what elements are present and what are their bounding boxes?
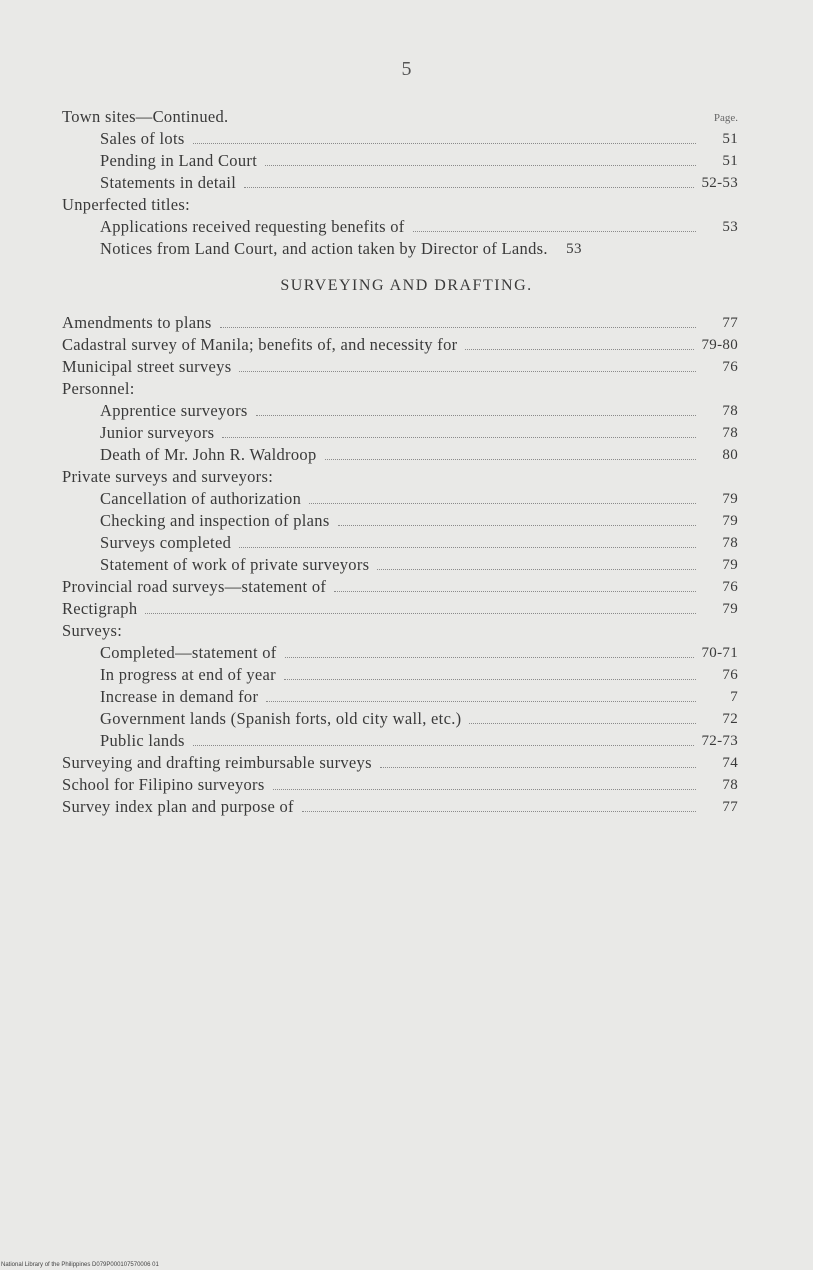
entry-label: Cadastral survey of Manila; benefits of, and necessity for (62, 335, 458, 354)
entry-label: Amendments to plans (62, 313, 212, 332)
entry-page: 79-80 (701, 337, 738, 353)
entry-label: Pending in Land Court (100, 151, 258, 170)
leader-dots (285, 657, 694, 658)
entry-page: 79 (722, 557, 738, 573)
index-entry (62, 774, 738, 796)
entry-page: 51 (722, 153, 738, 169)
section-heading: SURVEYING AND DRAFTING. (280, 277, 533, 294)
leader-dots (222, 437, 696, 438)
index-entry (62, 106, 738, 128)
entry-label: Public lands (100, 731, 185, 750)
leader-dots (239, 371, 696, 372)
index-entry (62, 312, 738, 334)
entry-page: 78 (722, 777, 738, 793)
leader-dots (338, 525, 696, 526)
index-entry (62, 466, 738, 488)
index-entry (100, 708, 738, 730)
index-entry (62, 598, 738, 620)
leader-dots (239, 547, 696, 548)
leader-dots (273, 789, 696, 790)
index-entry (100, 128, 738, 150)
entry-label: Provincial road surveys—statement of (62, 577, 327, 596)
entry-page: 80 (722, 447, 738, 463)
entry-label: Personnel: (62, 379, 135, 398)
footer-text: National Library of the Philippines D079P000107570006 01 (1, 1262, 159, 1268)
leader-dots (220, 327, 696, 328)
entry-label: Town sites—Continued. (62, 107, 229, 126)
entry-page: 76 (722, 579, 738, 595)
leader-dots (465, 349, 693, 350)
index-entry (62, 334, 738, 356)
index-entry (62, 620, 738, 642)
entry-page: 51 (722, 131, 738, 147)
entry-label: Rectigraph (62, 599, 138, 618)
entry-page: 79 (722, 513, 738, 529)
index-entry (100, 172, 738, 194)
entry-page: 79 (722, 491, 738, 507)
leader-dots (193, 745, 694, 746)
leader-dots (469, 723, 696, 724)
index-entry (100, 510, 738, 532)
entry-label: Survey index plan and purpose of (62, 797, 294, 816)
leader-dots (413, 231, 696, 232)
entry-label: Surveys: (62, 621, 123, 640)
entry-label: Municipal street surveys (62, 357, 232, 376)
entry-page: 70-71 (701, 645, 738, 661)
entry-page: 76 (722, 667, 738, 683)
entry-label: Death of Mr. John R. Waldroop (100, 445, 317, 464)
entry-label: Apprentice surveyors (100, 401, 248, 420)
entry-label: Statement of work of private surveyors (100, 555, 370, 574)
entry-page: 53 (566, 241, 582, 257)
entry-page: 78 (722, 425, 738, 441)
entry-page: 78 (722, 403, 738, 419)
entry-page: 79 (722, 601, 738, 617)
entry-label: In progress at end of year (100, 665, 276, 684)
index-entry (100, 400, 738, 422)
entry-page: 7 (730, 689, 738, 705)
index-entry (62, 194, 738, 216)
entry-page: 72 (722, 711, 738, 727)
leader-dots (145, 613, 696, 614)
entry-label: Surveying and drafting reimbursable surveys (62, 753, 372, 772)
entry-label: Completed—statement of (100, 643, 277, 662)
leader-dots (244, 187, 693, 188)
leader-dots (380, 767, 696, 768)
index-entry (100, 686, 738, 708)
index-entry (100, 422, 738, 444)
index-entry (62, 576, 738, 598)
entry-page: 53 (722, 219, 738, 235)
leader-dots (309, 503, 696, 504)
entry-label: Statements in detail (100, 173, 237, 192)
entry-label: Junior surveyors (100, 423, 215, 442)
index-entry (100, 554, 738, 576)
index-entry (100, 150, 738, 172)
entry-label: Cancellation of authorization (100, 489, 302, 508)
entry-label: Checking and inspection of plans (100, 511, 330, 530)
entry-label: Increase in demand for (100, 687, 259, 706)
entry-page: 77 (722, 315, 738, 331)
leader-dots (256, 415, 696, 416)
entry-label: Government lands (Spanish forts, old city wall, etc.) (100, 709, 462, 728)
entry-label: Private surveys and surveyors: (62, 467, 274, 486)
index-entry (62, 356, 738, 378)
index-entry (62, 378, 738, 400)
entry-label: Sales of lots (100, 129, 185, 148)
index-entry (100, 216, 738, 238)
leader-dots (193, 143, 696, 144)
entry-page: 74 (722, 755, 738, 771)
entry-page: 78 (722, 535, 738, 551)
leader-dots (284, 679, 696, 680)
index-entry (100, 730, 738, 752)
leader-dots (325, 459, 696, 460)
leader-dots (266, 701, 696, 702)
entry-label: Notices from Land Court, and action taken by Director of Lands. (100, 239, 548, 258)
entry-label: School for Filipino surveyors (62, 775, 265, 794)
index-entry (100, 642, 738, 664)
page-column-heading: Page. (713, 112, 738, 124)
page-number: 5 (401, 58, 412, 80)
entry-page: 77 (722, 799, 738, 815)
entry-page: 52-53 (701, 175, 738, 191)
index-entry (100, 532, 738, 554)
entry-label: Surveys completed (100, 533, 232, 552)
leader-dots (377, 569, 696, 570)
index-entry (100, 444, 738, 466)
leader-dots (302, 811, 696, 812)
entry-label: Unperfected titles: (62, 195, 191, 214)
leader-dots (265, 165, 696, 166)
entry-page: 76 (722, 359, 738, 375)
index-entry (100, 664, 738, 686)
index-entry (100, 488, 738, 510)
index-entry (100, 238, 738, 260)
entry-label: Applications received requesting benefits of (100, 217, 405, 236)
entry-page: 72-73 (701, 733, 738, 749)
leader-dots (334, 591, 696, 592)
index-entry (62, 752, 738, 774)
index-entry (62, 796, 738, 818)
